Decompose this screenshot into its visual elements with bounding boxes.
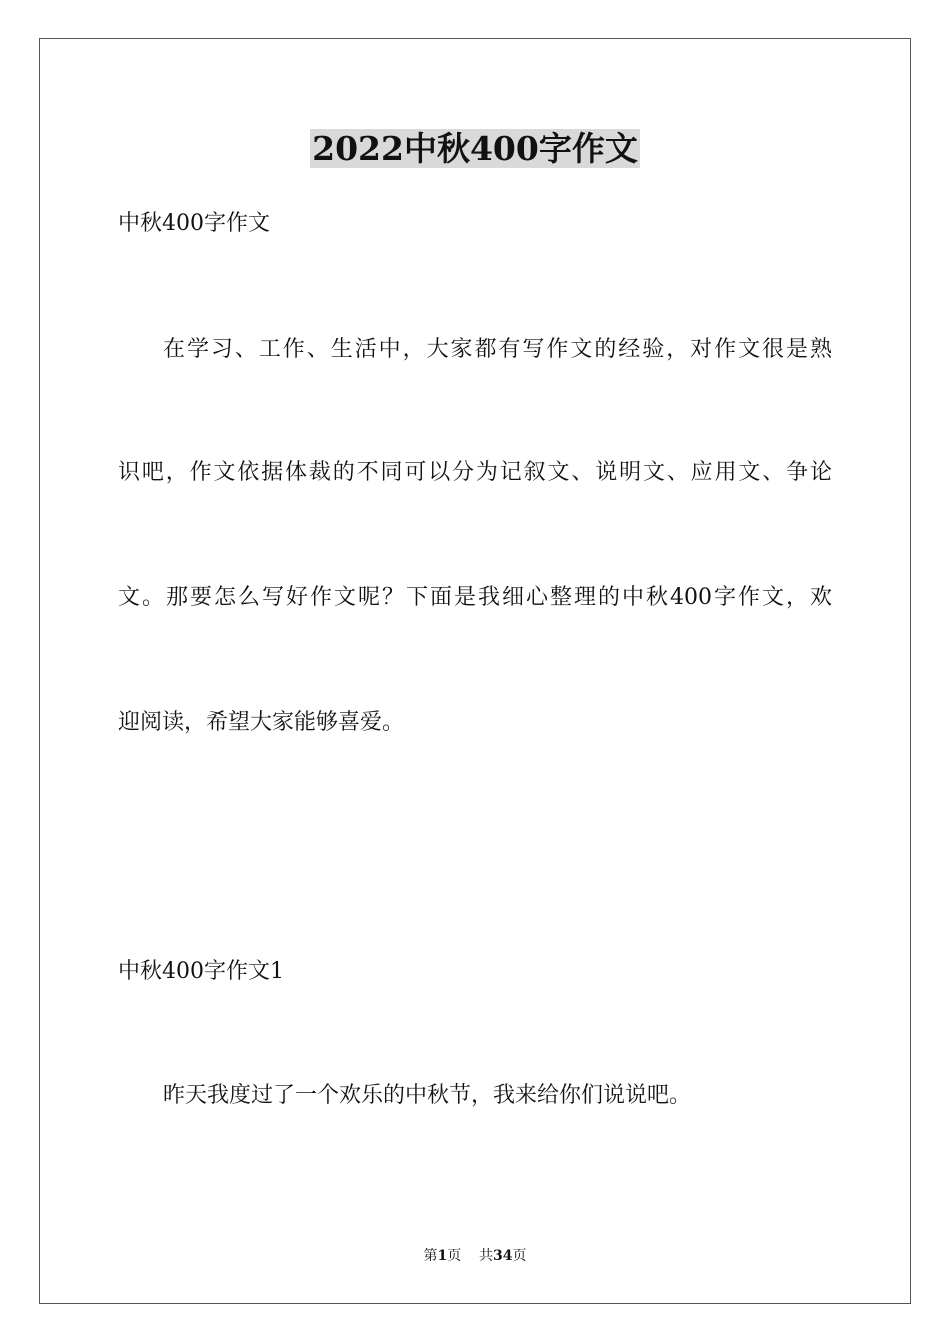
intro-paragraph-line-1: 在学习、工作、生活中，大家都有写作文的经验，对作文很是熟 bbox=[163, 337, 832, 362]
essay-heading: 中秋400字作文1 bbox=[118, 959, 284, 984]
footer-page-suffix: 页 bbox=[447, 1248, 462, 1264]
document-title bbox=[0, 128, 950, 170]
footer-total-pages: 34 bbox=[493, 1248, 513, 1264]
footer-page-prefix: 第 bbox=[423, 1248, 438, 1264]
footer-total-prefix: 共 bbox=[479, 1248, 494, 1264]
intro-paragraph-line-2: 识吧，作文依据体裁的不同可以分为记叙文、说明文、应用文、争论 bbox=[118, 460, 832, 485]
intro-paragraph-line-4: 迎阅读，希望大家能够喜爱。 bbox=[118, 710, 405, 735]
page-footer bbox=[0, 1247, 950, 1265]
intro-heading: 中秋400字作文 bbox=[118, 211, 270, 236]
intro-paragraph-line-3: 文。那要怎么写好作文呢？下面是我细心整理的中秋400字作文，欢 bbox=[118, 585, 832, 610]
document-title-text: 2022中秋400字作文 bbox=[312, 129, 638, 168]
essay-paragraph-line-1: 昨天我度过了一个欢乐的中秋节，我来给你们说说吧。 bbox=[163, 1083, 692, 1108]
footer-page-number: 1 bbox=[437, 1248, 448, 1264]
footer-total-suffix: 页 bbox=[512, 1248, 527, 1264]
